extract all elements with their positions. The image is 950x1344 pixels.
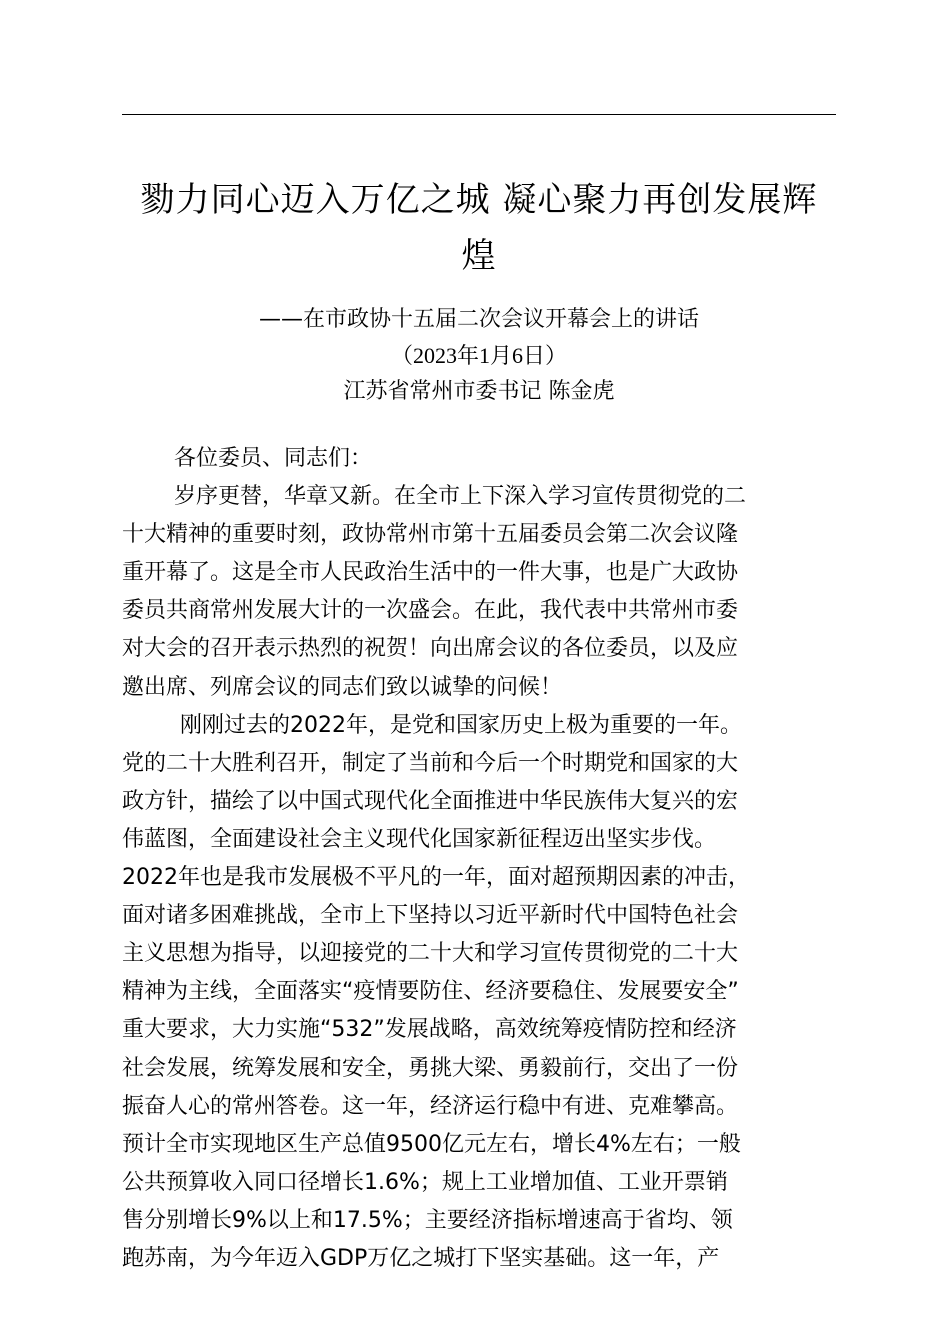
text-line: 十大精神的重要时刻，政协常州市第十五届委员会第二次会议隆 — [122, 522, 739, 548]
speech-date: （2023年1月6日） — [390, 343, 567, 368]
text-line: 主义思想为指导，以迎接党的二十大和学习宣传贯彻党的二十大 — [122, 941, 739, 967]
header-rule — [122, 114, 836, 115]
text-line: 岁序更替，华章又新。在全市上下深入学习宣传贯彻党的二 — [174, 484, 747, 510]
speech-body — [122, 440, 836, 1278]
text-line: 精神为主线，全面落实“疫情要防住、经济要稳住、发展要安全” — [122, 979, 739, 1005]
text-line: 政方针，描绘了以中国式现代化全面推进中华民族伟大复兴的宏 — [122, 788, 739, 814]
text-line: 售分别增长9%以上和17.5%；主要经济指标增速高于省均、领 — [122, 1207, 733, 1233]
page-title — [122, 172, 836, 284]
text-line: 公共预算收入同口径增长1.6%；规上工业增加值、工业开票销 — [122, 1169, 728, 1195]
salutation: 各位委员、同志们： — [174, 446, 373, 471]
text-line: 委员共商常州发展大计的一次盛会。在此，我代表中共常州市委 — [122, 598, 739, 624]
text-line: 面对诸多困难挑战，全市上下坚持以习近平新时代中国特色社会 — [122, 903, 739, 929]
text-line: 刚刚过去的2022年，是党和国家历史上极为重要的一年。 — [180, 712, 742, 738]
author-line: 江苏省常州市委书记 陈金虎 — [343, 379, 615, 404]
text-line: 重开幕了。这是全市人民政治生活中的一件大事，也是广大政协 — [122, 560, 739, 586]
text-line: 重大要求，大力实施“532”发展战略，高效统筹疫情防控和经济 — [122, 1017, 737, 1043]
text-line: 2022年也是我市发展极不平凡的一年，面对超预期因素的冲击， — [122, 865, 750, 891]
text-line: 邀出席、列席会议的同志们致以诚挚的问候！ — [122, 674, 563, 700]
subtitle: ——在市政协十五届二次会议开幕会上的讲话 — [258, 307, 699, 332]
text-line: 党的二十大胜利召开，制定了当前和今后一个时期党和国家的大 — [122, 750, 739, 776]
text-line: 伟蓝图，全面建设社会主义现代化国家新征程迈出坚实步伐。 — [122, 826, 717, 852]
text-line: 对大会的召开表示热烈的祝贺！向出席会议的各位委员，以及应 — [122, 636, 739, 662]
text-line: 跑苏南，为今年迈入GDP万亿之城打下坚实基础。这一年，产 — [122, 1245, 720, 1271]
text-line: 社会发展，统筹发展和安全，勇挑大梁、勇毅前行，交出了一份 — [122, 1055, 739, 1081]
speech-meta — [122, 302, 836, 410]
title-line-1: 勠力同心迈入万亿之城 凝心聚力再创发展辉 — [140, 180, 818, 220]
title-line-2: 煌 — [461, 236, 497, 276]
text-line: 振奋人心的常州答卷。这一年，经济运行稳中有进、克难攀高。 — [122, 1093, 739, 1119]
text-line: 预计全市实现地区生产总值9500亿元左右，增长4%左右；一般 — [122, 1131, 741, 1157]
